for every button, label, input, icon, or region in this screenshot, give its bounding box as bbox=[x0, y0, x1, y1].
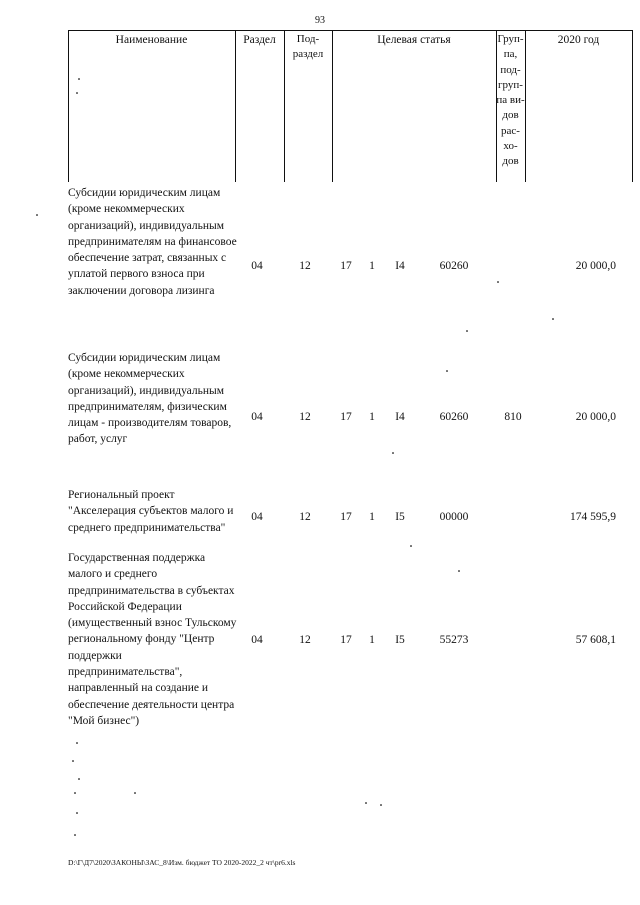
row-expense-group: 810 bbox=[504, 411, 522, 423]
row-article-code: 60260 bbox=[439, 260, 469, 272]
header-divider bbox=[68, 30, 69, 182]
scan-speck bbox=[78, 78, 80, 80]
row-article-subprogram: 1 bbox=[369, 411, 375, 423]
row-article-subprogram: 1 bbox=[369, 511, 375, 523]
scan-speck bbox=[74, 834, 76, 836]
header-divider bbox=[332, 30, 333, 182]
row-article-program: 17 bbox=[340, 260, 352, 272]
header-divider bbox=[235, 30, 236, 182]
row-name: Региональный проект "Акселерация субъектов малого и среднего предпринимательства" bbox=[68, 489, 234, 534]
header-name: Наименование bbox=[115, 34, 188, 46]
row-article-program: 17 bbox=[340, 411, 352, 423]
row-amount: 174 595,9 bbox=[570, 511, 616, 523]
row-subsection: 12 bbox=[299, 260, 311, 272]
scan-speck bbox=[76, 742, 78, 744]
row-section: 04 bbox=[251, 260, 263, 272]
row-article-subprogram: 1 bbox=[369, 634, 375, 646]
header-subsection: Под- раздел bbox=[292, 33, 324, 61]
scan-speck bbox=[36, 214, 38, 216]
scan-speck bbox=[76, 92, 78, 94]
row-article-code: 60260 bbox=[439, 411, 469, 423]
header-target-article: Целевая статья bbox=[377, 34, 451, 46]
header-top-border bbox=[68, 30, 633, 31]
scan-speck bbox=[134, 792, 136, 794]
row-name: Субсидии юридическим лицам (кроме некоммерческих организаций), индивидуальным предпринимателям, физическим лицам - производителям товаров, работ, услуг bbox=[68, 352, 232, 446]
scan-speck bbox=[380, 804, 382, 806]
row-amount: 20 000,0 bbox=[575, 260, 616, 272]
row-subsection: 12 bbox=[299, 411, 311, 423]
scan-speck bbox=[466, 330, 468, 332]
header-section: Раздел bbox=[243, 34, 276, 46]
header-divider bbox=[632, 30, 633, 182]
table-header bbox=[68, 30, 633, 182]
row-article-code: 55273 bbox=[439, 634, 469, 646]
scan-speck bbox=[72, 760, 74, 762]
row-section: 04 bbox=[251, 411, 263, 423]
row-article-program: 17 bbox=[340, 634, 352, 646]
scan-speck bbox=[497, 281, 499, 283]
row-subsection: 12 bbox=[299, 634, 311, 646]
row-article-code: 00000 bbox=[439, 511, 469, 523]
scan-speck bbox=[552, 318, 554, 320]
header-expense-group: Груп- па, под- груп- па ви- дов рас- хо- дов bbox=[496, 33, 525, 168]
row-article-project: I4 bbox=[395, 411, 405, 423]
scan-speck bbox=[365, 802, 367, 804]
scan-speck bbox=[446, 370, 448, 372]
scan-speck bbox=[76, 812, 78, 814]
scan-speck bbox=[458, 570, 460, 572]
row-article-subprogram: 1 bbox=[369, 260, 375, 272]
row-amount: 57 608,1 bbox=[575, 634, 616, 646]
row-amount: 20 000,0 bbox=[575, 411, 616, 423]
row-name: Субсидии юридическим лицам (кроме некоммерческих организаций), индивидуальным предпринимателям на финансовое обеспечение затрат, связанных с уплатой первого взноса при заключении договора лизинга bbox=[68, 187, 237, 297]
row-subsection: 12 bbox=[299, 511, 311, 523]
header-divider bbox=[525, 30, 526, 182]
header-year: 2020 год bbox=[557, 34, 600, 46]
scan-speck bbox=[74, 792, 76, 794]
row-article-project: I4 bbox=[395, 260, 405, 272]
scan-speck bbox=[392, 452, 394, 454]
row-name: Государственная поддержка малого и среднего предпринимательства в субъектах Российской Федерации (имущественный взнос Тульскому региональному фонду "Центр поддержки предпринимательства", направленный на создание и обеспечение деятельности центра "Мой бизнес") bbox=[68, 552, 237, 727]
row-article-project: I5 bbox=[395, 511, 405, 523]
row-article-program: 17 bbox=[340, 511, 352, 523]
file-path-footer: D:\Г\Д7\2020\ЗАКОНЫ\ЗАС_8\Изм. бюджет ТО 2020-2022_2 чт\pr6.xls bbox=[68, 858, 296, 867]
scan-speck bbox=[410, 545, 412, 547]
row-section: 04 bbox=[251, 511, 263, 523]
page-number: 93 bbox=[315, 15, 325, 26]
scan-speck bbox=[78, 778, 80, 780]
row-article-project: I5 bbox=[395, 634, 405, 646]
row-section: 04 bbox=[251, 634, 263, 646]
